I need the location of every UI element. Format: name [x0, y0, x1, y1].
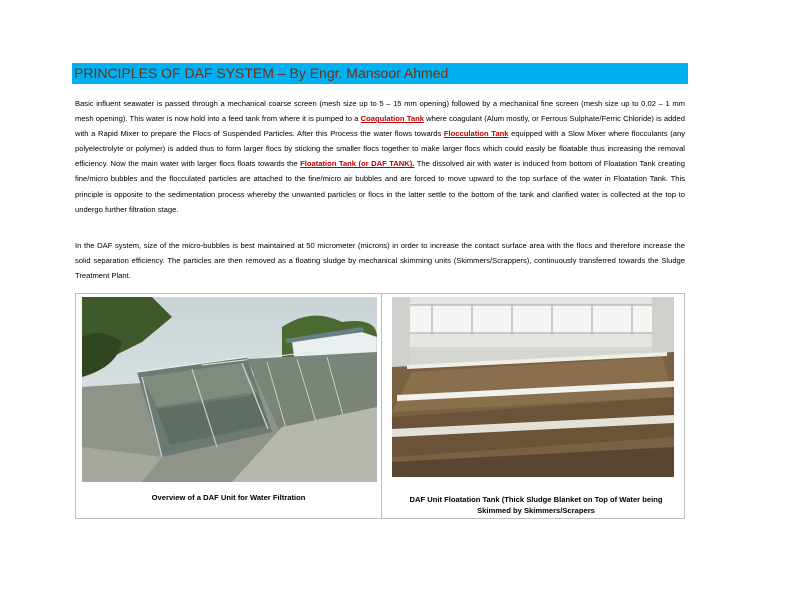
paragraph-process-description [75, 96, 685, 217]
floatation-tank-link[interactable]: Floatation Tank (or DAF TANK). [300, 159, 415, 169]
paragraph-micro-bubbles: In the DAF system, size of the micro-bubbles is best maintained at 50 micrometer (microns) in order to increase the contact surface area with the flocs and therefore increase the solid separation efficiency. The particles are then removed as a floating sludge by mechanical skimming units (Skimmers/Scrappers), continuously transferred towards the Sludge Treatment Plant. [75, 241, 685, 281]
title-bar [72, 63, 688, 84]
paragraph-text: where coagulant (Alum mostly, or Ferrous Sulphate/Ferric Chloride) is added with a Rapid Mixer to prepare the Flocs of Suspended Particles. After this Process the water flows towards [75, 114, 685, 139]
paragraph-text: The dissolved air with water is induced from bottom of Floatation Tank creating fine/micro bubbles and the flocculated particles are attached to the fine/micro air bubbles and are forced to move upward to the top surface of the water in Floatation Tank. This principle is opposite to the sedimentation process whereby the unwanted particles or flocs in the latter settle to the bottom of the tank and clarified water is collected at the top to undergo further filtration stage. [75, 159, 686, 214]
daf-unit-overview-photo [82, 297, 377, 482]
figure-caption-overview: Overview of a DAF Unit for Water Filtration [151, 493, 306, 502]
paragraph-text: equipped with a Slow Mixer where flocculants (any polyelectrolyte or polymer) is added thus to form larger flocs by sticking the smaller flocs together to make larger flocs which could easily be floatable thus increasing the removal efficiency. Now the main water with larger flocs floats towards the [75, 129, 685, 169]
flocculation-tank-link[interactable]: Flocculation Tank [443, 129, 509, 139]
coagulation-tank-link[interactable]: Coagulation Tank [360, 114, 424, 124]
table-divider [381, 294, 382, 518]
page-title: PRINCIPLES OF DAF SYSTEM – By Engr. Mansoor Ahmed [74, 65, 449, 81]
floatation-tank-photo [392, 297, 674, 477]
figure-table [75, 293, 685, 519]
figure-caption-floatation-tank: DAF Unit Floatation Tank (Thick Sludge Blanket on Top of Water being Skimmed by Skimmers/Scrapers [409, 495, 663, 515]
paragraph-text: Basic influent seawater is passed through a mechanical coarse screen (mesh size up to 5 – 15 mm opening) followed by a mechanical fine screen (mesh size up to 0.02 – 1 mm mesh opening). This water is now hold into a feed tank from where it is pumped to a [75, 99, 685, 124]
